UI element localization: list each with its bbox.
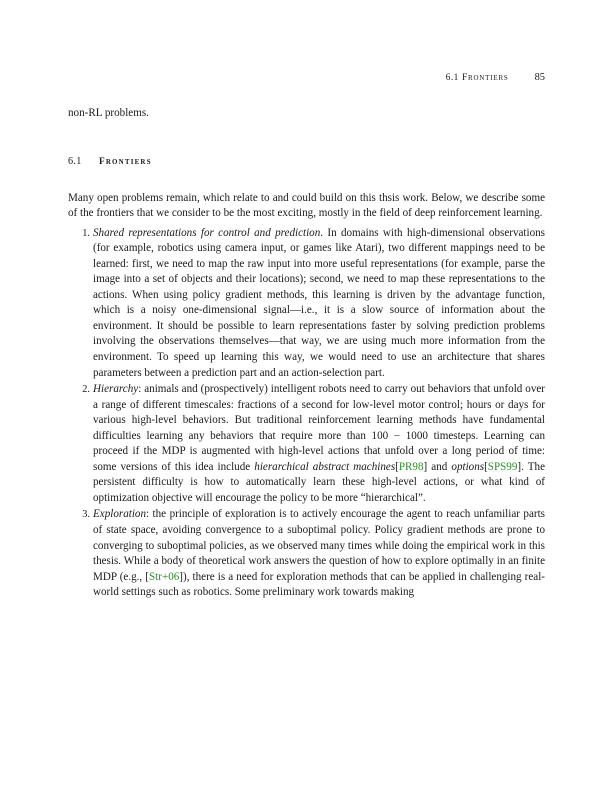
- emphasis-options: options: [451, 460, 485, 473]
- citation-link[interactable]: SPS99: [487, 460, 518, 473]
- list-item-marker: 1.: [82, 227, 90, 239]
- list-item-marker: 2.: [82, 384, 90, 396]
- frontiers-list: [68, 226, 545, 601]
- emphasis-hierarchical-abstract-machines: hierarchical abstract machines: [254, 460, 396, 473]
- section-heading: [68, 156, 545, 167]
- section-title: Frontiers: [99, 156, 152, 167]
- text-block: [68, 106, 545, 602]
- list-item-text-part-1: the principle of exploration is to actively encourage the agent to reach unfamiliar parts of state space, avoiding convergence to a suboptimal policy. Policy gradient methods are prone to converging to suboptimal policies, as we observed many times while doing the empirical work in this thesis. While a body of theoretical work answers the question of how to explore optimally in an finite MDP (e.g.,: [93, 508, 545, 583]
- running-head-section-title: Frontiers: [461, 73, 509, 83]
- list-item: [68, 507, 545, 600]
- running-head: [68, 72, 545, 86]
- list-item-body: [93, 226, 545, 381]
- list-item-marker: 3.: [82, 509, 90, 521]
- citation-sps99[interactable]: [SPS99]: [484, 460, 522, 473]
- citation-link[interactable]: PR98: [398, 460, 424, 473]
- list-item-body: [93, 382, 545, 506]
- running-head-section: [446, 73, 509, 83]
- list-item-text-part-1: animals and (prospectively) intelligent robots need to carry out behaviors that unfold over a range of different timescales: fractions of a second for low-level motor control; hours or days for various high-level behaviors. But traditional reinforcement learning methods have fundamental difficulties learning any behaviors that require more than 100 − 1000 timesteps. Learning can proceed if the MDP is augmented with high-level actions that unfold over a long period of time: some versions of this idea include: [93, 383, 545, 473]
- list-item-title-separator: .: [320, 226, 324, 239]
- list-item-title: Shared representations for control and prediction: [93, 226, 321, 239]
- list-item-title-separator: :: [138, 383, 142, 396]
- list-item-title: Exploration: [93, 508, 146, 521]
- section-number: 6.1: [68, 155, 82, 167]
- list-item-body: [93, 507, 545, 600]
- list-item-text: In domains with high-dimensional observations (for example, robotics using camera input, or games like Atari), two different mappings need to be learned: first, we need to map the raw input into more useful representations (for example, parse the image into a set of objects and their locations); second, we need to map these representations to the actions. When using policy gradient methods, this learning is driven by the advantage function, which is a noisy one-dimensional signal—i.e., it is a slow source of information about the environment. It should be possible to learn representations faster by solving prediction problems involving the observations themselves—that way, we are using much more information from the environment. To speed up learning this way, we would need to use an architecture that shares parameters between a prediction part and an action-selection part.: [93, 226, 545, 379]
- page-number: 85: [534, 72, 545, 83]
- running-head-section-number: 6.1: [445, 73, 459, 83]
- citation-link[interactable]: Str+06: [149, 570, 180, 583]
- list-item-text-part-2: ), there is a need for exploration methods that can be applied in challenging real-world settings such as robotics. Some preliminary work towards making: [93, 570, 545, 599]
- list-item-text-part-2: and: [427, 460, 452, 473]
- list-item-text-part-3: . The persistent difficulty is how to automatically learn these high-level actions, or what kind of optimization objective will encourage the policy to be more “hierarchical”.: [93, 460, 545, 504]
- list-item-title-separator: :: [146, 508, 150, 521]
- list-item-title: Hierarchy: [93, 383, 139, 396]
- continued-paragraph: non-RL problems.: [68, 107, 149, 119]
- list-item: [68, 382, 545, 506]
- citation-str06[interactable]: [Str+06]: [145, 570, 183, 583]
- intro-paragraph: Many open problems remain, which relate to and could build on this thsis work. Below, we describe some of the frontiers that we consider to be the most exciting, mostly in the field of deep reinforcement learning.: [68, 191, 545, 220]
- list-item: [68, 226, 545, 381]
- citation-pr98[interactable]: [PR98]: [395, 460, 428, 473]
